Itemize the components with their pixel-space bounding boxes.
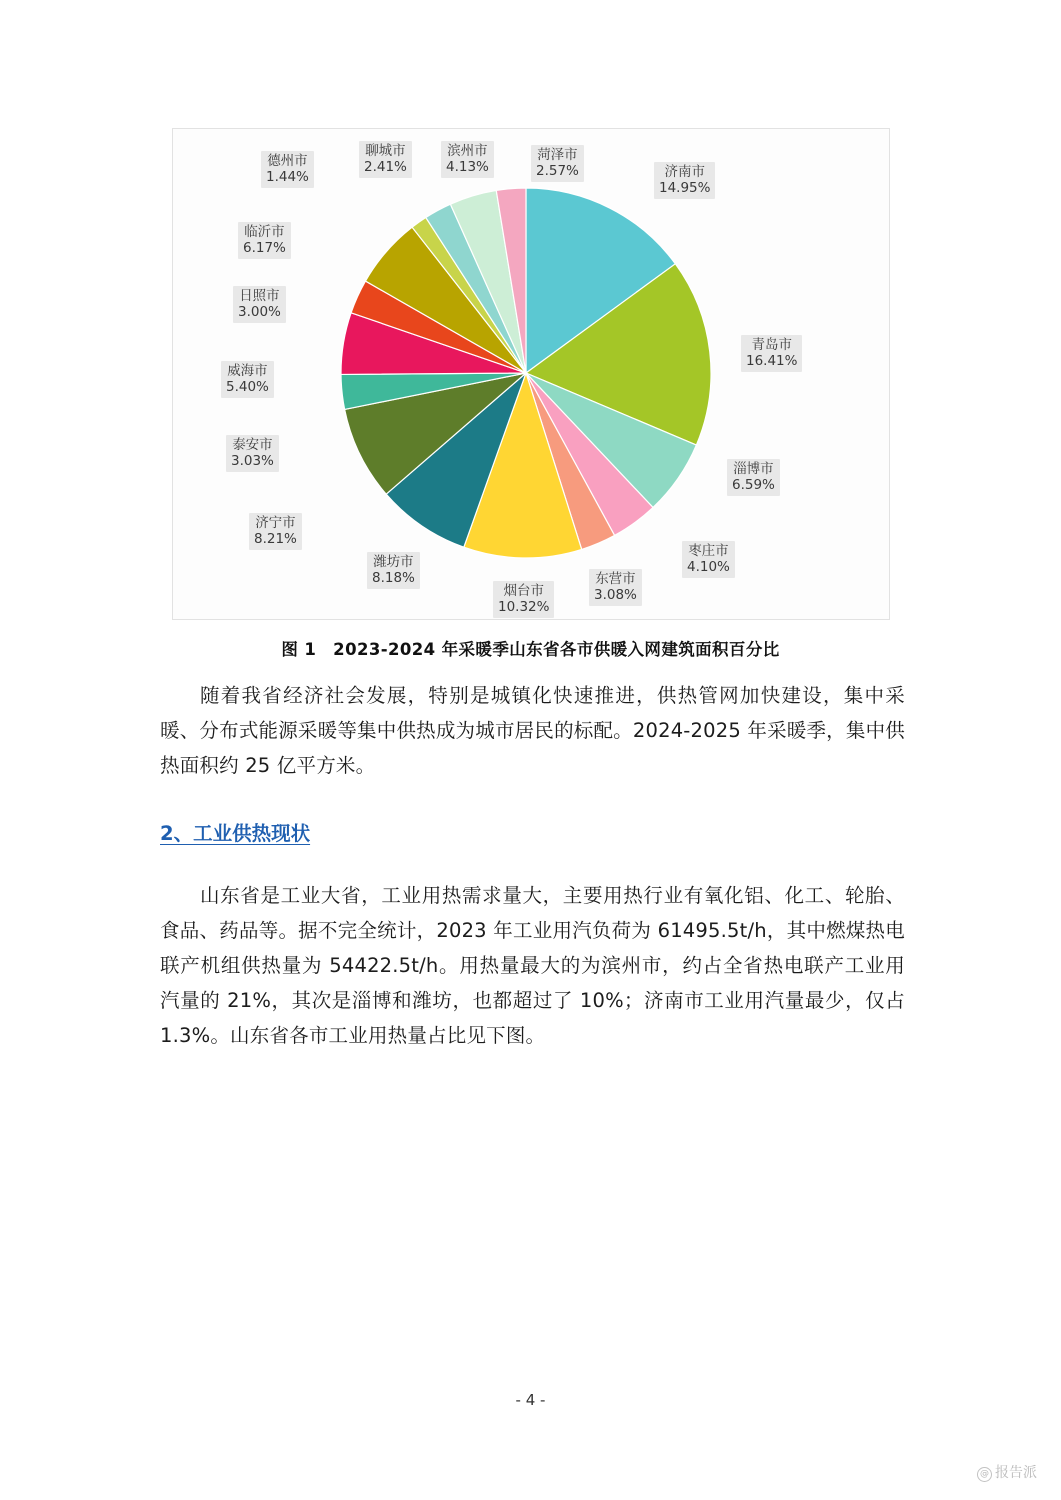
figure-caption: 图 1 2023-2024 年采暖季山东省各市供暖入网建筑面积百分比 bbox=[281, 640, 780, 659]
slice-label-qingdao: 青岛市 16.41% bbox=[741, 335, 802, 372]
slice-label-liaocheng: 聊城市 2.41% bbox=[359, 141, 412, 178]
slice-label-heze: 菏泽市 2.57% bbox=[531, 145, 584, 182]
slice-label-weihai: 威海市 5.40% bbox=[221, 361, 274, 398]
watermark: @ 报告派 bbox=[977, 1462, 1037, 1482]
figure-container bbox=[172, 128, 890, 620]
page-number: - 4 - bbox=[515, 1391, 546, 1409]
paragraph-industrial-status: 山东省是工业大省，工业用热需求量大，主要用热行业有氧化铝、化工、轮胎、食品、药品等。据不完全统计，2023 年工业用汽负荷为 61495.5t/h，其中燃煤热电联产机组供热量为 54422.5t/h。用热量最大的为滨州市，约占全省热电联产工业用汽量的 21%，其次是淄博和潍坊，也都超过了 10%；济南市工业用汽量最少，仅占 1.3%。山东省各市工业用热量占比见下图。 bbox=[160, 884, 905, 1047]
slice-label-binzhou: 滨州市 4.13% bbox=[441, 141, 494, 178]
slice-label-yantai: 烟台市 10.32% bbox=[493, 581, 554, 618]
slice-label-jinan: 济南市 14.95% bbox=[654, 162, 715, 199]
slice-label-taian: 泰安市 3.03% bbox=[226, 435, 279, 472]
slice-label-rizhao: 日照市 3.00% bbox=[233, 286, 286, 323]
slice-label-weifang: 潍坊市 8.18% bbox=[367, 552, 420, 589]
slice-label-dongying: 东营市 3.08% bbox=[589, 569, 642, 606]
slice-label-zaozhuang: 枣庄市 4.10% bbox=[682, 541, 735, 578]
slice-label-linyi: 临沂市 6.17% bbox=[238, 222, 291, 259]
slice-label-dezhou: 德州市 1.44% bbox=[261, 151, 314, 188]
paragraph-heating-status: 随着我省经济社会发展，特别是城镇化快速推进，供热管网加快建设，集中采暖、分布式能源采暖等集中供热成为城市居民的标配。2024-2025 年采暖季，集中供热面积约 25 亿平方米。 bbox=[160, 684, 905, 777]
watermark-icon: @ bbox=[977, 1467, 992, 1482]
slice-label-jining: 济宁市 8.21% bbox=[249, 513, 302, 550]
slice-label-zibo: 淄博市 6.59% bbox=[727, 459, 780, 496]
section-heading-industrial: 2、工业供热现状 bbox=[160, 822, 311, 845]
pie-chart bbox=[173, 129, 889, 619]
